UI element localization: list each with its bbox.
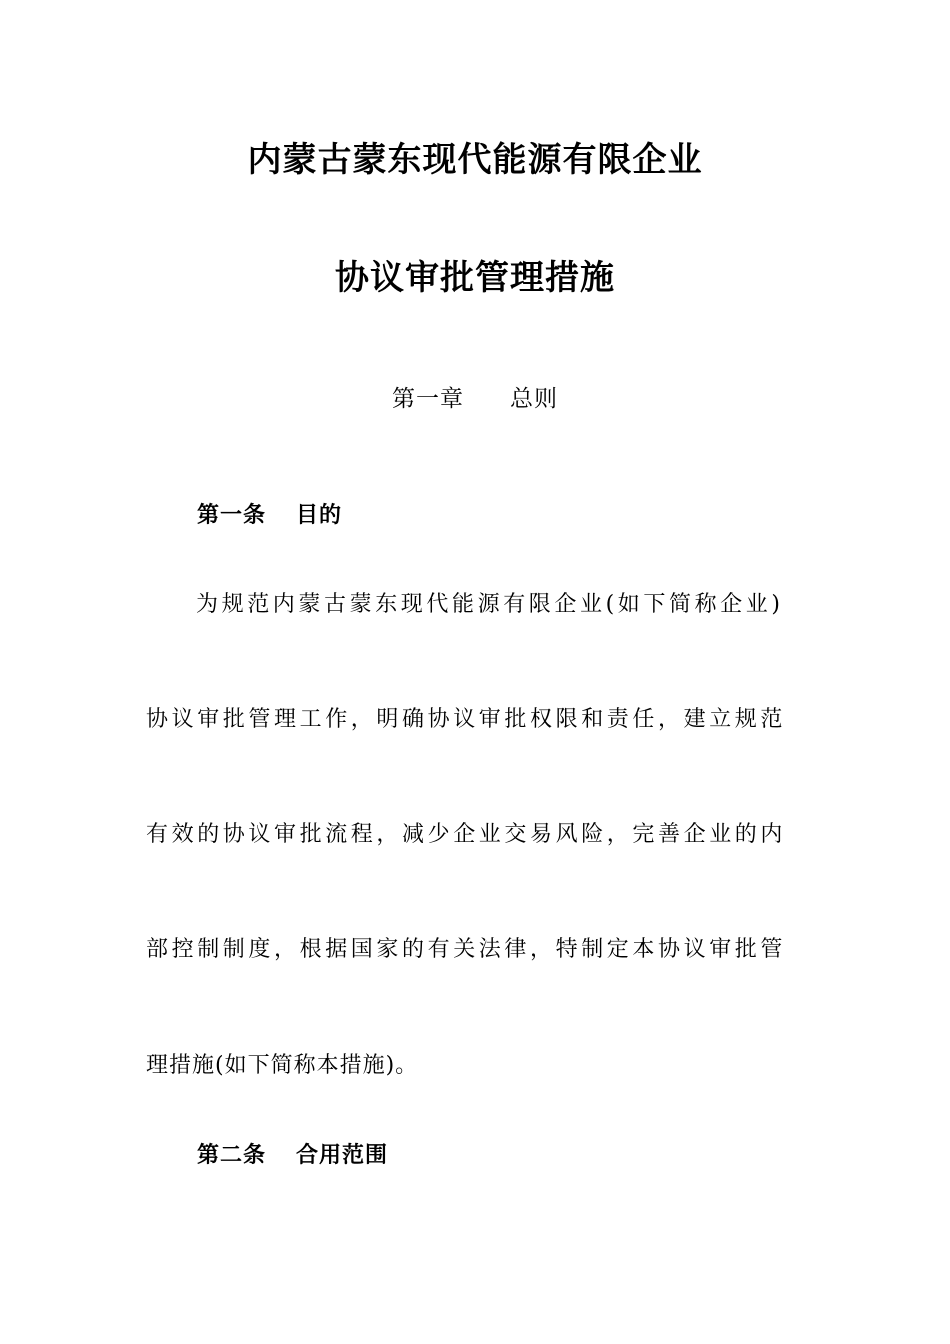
article-2-heading	[197, 1140, 388, 1170]
paragraph-line-1: 为规范内蒙古蒙东现代能源有限企业(如下简称企业)	[196, 592, 784, 617]
chapter-number: 第一章	[392, 386, 464, 412]
article-1-number: 第一条	[197, 502, 267, 528]
chapter-heading	[0, 384, 950, 414]
paragraph-line-3: 有效的协议审批流程，减少企业交易风险，完善企业的内	[146, 822, 787, 847]
document-title-line1: 内蒙古蒙东现代能源有限企业	[247, 140, 703, 180]
document-title-line2: 协议审批管理措施	[335, 258, 615, 298]
article-2-name: 合用范围	[296, 1142, 389, 1168]
article-1-heading	[197, 500, 342, 530]
article-2-number: 第二条	[197, 1142, 267, 1168]
article-1-name: 目的	[296, 502, 343, 528]
paragraph-line-4: 部控制制度，根据国家的有关法律，特制定本协议审批管	[146, 937, 787, 962]
paragraph-line-5: 理措施(如下简称本措施)。	[146, 1053, 419, 1078]
paragraph-line-2: 协议审批管理工作，明确协议审批权限和责任，建立规范	[146, 707, 787, 732]
chapter-name: 总则	[510, 386, 558, 412]
